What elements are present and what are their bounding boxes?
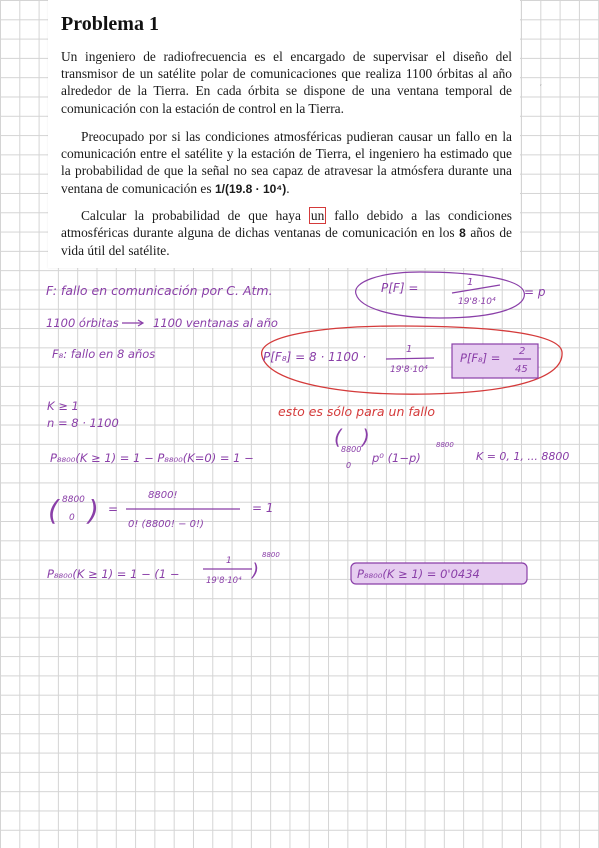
margin-tick-mark: ‚ xyxy=(539,78,542,87)
pf-oval-outline xyxy=(356,272,525,318)
hw-final-exponent: 8800 xyxy=(262,551,280,559)
hw-pf8-numerator: 1 xyxy=(406,344,413,355)
hw-final-expression: P₈₈₀₀(K ≥ 1) = 1 − (1 − xyxy=(47,567,180,581)
hw-binom-exponent: 8800 xyxy=(436,441,454,449)
hw-pf8-box-denominator: 45 xyxy=(515,364,528,375)
hw-windows-per-year: 1100 ventanas al año xyxy=(153,316,278,330)
hw-pf8-denominator: 19'8·10⁴ xyxy=(390,365,428,375)
hw-binom-paren-left: ( xyxy=(334,425,342,449)
hw-final-denominator: 19'8·10⁴ xyxy=(206,576,242,586)
hw-comb-top: 8800 xyxy=(62,495,85,505)
hw-binom-tail: p⁰ (1−p) xyxy=(372,451,421,465)
paragraph-2-text: Preocupado por si las condiciones atmosféricas pudieran causar un fallo en la comunicación entre el satélite y la estación de Tierra, el ingeniero ha estimado que la probabilidad de que la señal no sea capaz de atravesar la atmósfera durante una ventana de comunicación es xyxy=(61,129,512,196)
hw-pf8-equation: P[F₈] = 8 · 1100 · xyxy=(263,350,367,364)
hw-pf-label: P[F] = xyxy=(381,281,419,295)
paragraph-1-text: Un ingeniero de radiofrecuencia es el encargado de supervisar el diseño del transmisor de un satélite polar de comunicaciones que realiza 1100 órbitas al año alrededor de la Tierra. En cada órbita se dispone de una ventana temporal de comunicación con la estación de control en la Tierra. xyxy=(61,49,512,116)
hw-pf8-box-numerator: 2 xyxy=(519,346,526,357)
hw-comb-equals: = xyxy=(108,502,119,516)
hw-binom-paren-right: ) xyxy=(362,425,370,449)
hw-definition-f8: F₈: fallo en 8 años xyxy=(52,347,156,361)
probability-value: 1/(19.8 · 10⁴) xyxy=(214,181,287,196)
hw-binom-top: 8800 xyxy=(341,445,362,454)
hw-comb-result: = 1 xyxy=(252,501,274,515)
hw-comb-paren-right: ) xyxy=(88,494,99,527)
problem-title: Problema 1 xyxy=(61,13,159,35)
hw-final-result: P₈₈₀₀(K ≥ 1) = 0'0434 xyxy=(357,567,480,581)
boxed-word-un: un xyxy=(310,208,325,223)
paragraph-3-text-b: fallo debido a las condiciones atmosféricas durante alguna de dichas ventanas de comunicación en los xyxy=(61,208,512,241)
hw-comb-numerator: 8800! xyxy=(148,490,178,501)
hw-pf8-fraction-bar xyxy=(386,358,434,359)
hw-comb-paren-left: ( xyxy=(48,494,59,527)
hw-k-range: K = 0, 1, ... 8800 xyxy=(476,450,570,463)
hw-binomial-expression: P₈₈₀₀(K ≥ 1) = 1 − P₈₈₀₀(K=0) = 1 − xyxy=(50,451,254,465)
hw-red-note: esto es sólo para un fallo xyxy=(278,404,435,419)
hw-final-numerator: 1 xyxy=(226,556,232,566)
paragraph-2-end: . xyxy=(286,180,290,196)
hw-binom-bottom: 0 xyxy=(346,461,352,470)
hw-comb-bottom: 0 xyxy=(69,513,75,523)
hw-comb-denominator: 0! (8800! − 0!) xyxy=(128,519,204,530)
hw-k-condition: K ≥ 1 xyxy=(47,399,79,413)
hw-pf-numerator: 1 xyxy=(467,277,474,288)
hw-pf-denominator: 19'8·10⁴ xyxy=(458,297,496,307)
hw-n-value: n = 8 · 1100 xyxy=(47,416,119,430)
hw-pf-equals-p: = p xyxy=(524,285,546,299)
hw-definition-f: F: fallo en comunicación por C. Atm. xyxy=(46,283,273,298)
hw-pf8-box-label: P[F₈] = xyxy=(460,351,501,365)
years-value: 8 xyxy=(459,226,466,241)
hw-pf-fraction-bar xyxy=(452,285,500,293)
paragraph-3-text-c: años de vida útil del satélite. xyxy=(61,225,512,259)
hw-orbits: 1100 órbitas xyxy=(46,316,119,330)
paragraph-3-text-a: Calcular la probabilidad de que haya xyxy=(81,208,309,223)
hw-final-paren: ) xyxy=(252,560,260,581)
